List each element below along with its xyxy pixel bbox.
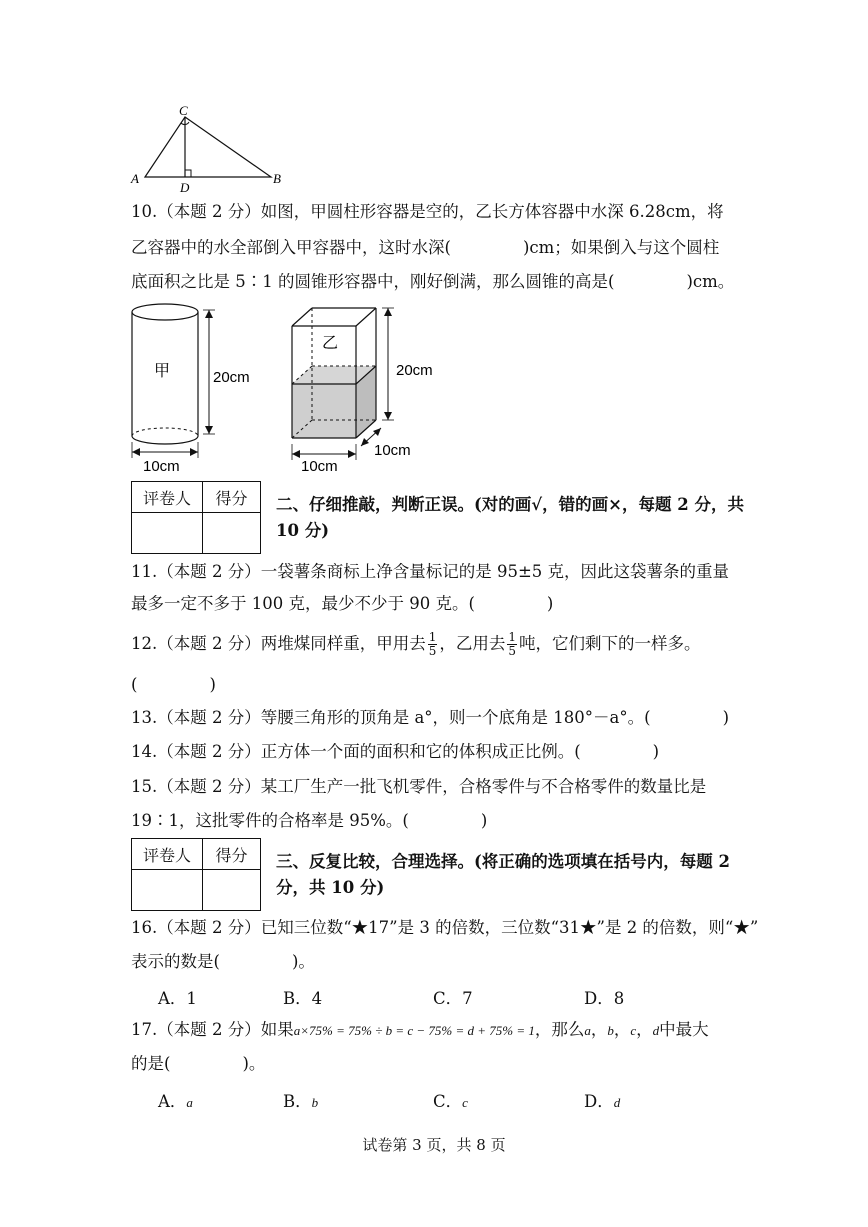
cuboid-container bbox=[292, 308, 394, 460]
q17-line2-b: )。 bbox=[242, 1054, 266, 1073]
q11-line1: 11.（本题 2 分）一袋薯条商标上净含量标记的是 95±5 克，因此这袋薯条的重量 bbox=[131, 562, 730, 581]
q10-line3 bbox=[131, 271, 734, 293]
q15-line1: 15.（本题 2 分）某工厂生产一批飞机零件，合格零件与不合格零件的数量比是 bbox=[131, 777, 707, 796]
q15-line2 bbox=[131, 810, 487, 832]
section3-title: 三、反复比较，合理选择。(将正确的选项填在括号内，每题 2 分，共 10 分) bbox=[276, 852, 731, 897]
page-footer: 试卷第 3 页，共 8 页 bbox=[362, 1136, 506, 1154]
grader-cell[interactable] bbox=[132, 870, 203, 911]
q13-text-b: ) bbox=[722, 708, 730, 727]
q14-line bbox=[131, 741, 659, 763]
q15-line2-b: ) bbox=[480, 811, 488, 830]
label-b: B bbox=[273, 171, 281, 186]
q16-line2-b: )。 bbox=[291, 952, 315, 971]
q17-option-a[interactable]: A．a bbox=[158, 1092, 193, 1111]
q12-paren-open: ( bbox=[131, 675, 138, 694]
q16-line1: 16.（本题 2 分）已知三位数“★17”是 3 的倍数，三位数“31★”是 2 的倍数，则“★” bbox=[131, 918, 759, 937]
q17-text-c: 中最大 bbox=[659, 1020, 709, 1039]
q13-text-a: 13.（本题 2 分）等腰三角形的顶角是 a°，则一个底角是 180°－a°。( bbox=[131, 708, 651, 727]
q16-option-b[interactable]: B．4 bbox=[283, 989, 323, 1008]
q16-option-c[interactable]: C．7 bbox=[433, 989, 473, 1008]
cylinder-container bbox=[132, 304, 215, 458]
q10-line3-b: )cm。 bbox=[686, 272, 735, 291]
containers-figure bbox=[125, 296, 455, 476]
label-c: C bbox=[179, 104, 188, 118]
score-table bbox=[131, 838, 261, 911]
score-header: 得分 bbox=[203, 839, 261, 870]
score-table bbox=[131, 481, 261, 554]
q12-text-c: 吨，它们剩下的一样多。 bbox=[519, 634, 701, 653]
q12-paren-close: ) bbox=[209, 675, 216, 694]
q15-line2-a: 19∶1，这批零件的合格率是 95%。( bbox=[131, 811, 409, 830]
q17-line1: 17.（本题 2 分）如果a×75% = 75% ÷ b = c − 75% = d + 75% = 1，那么a，b，c，d中最大 bbox=[131, 1020, 709, 1039]
q13-line bbox=[131, 707, 729, 729]
cuboid-label: 乙 bbox=[322, 333, 339, 352]
score-cell[interactable] bbox=[203, 870, 261, 911]
var-c: c bbox=[630, 1023, 637, 1038]
q17-text-a: 17.（本题 2 分）如果 bbox=[131, 1020, 294, 1039]
q14-text-b: ) bbox=[652, 742, 660, 761]
q16-line2-a: 表示的数是( bbox=[131, 952, 220, 971]
cylinder-height-label: 20cm bbox=[213, 369, 250, 386]
cuboid-height-label: 20cm bbox=[396, 362, 433, 379]
q12-text-a: 12.（本题 2 分）两堆煤同样重，甲用去 bbox=[131, 634, 426, 653]
right-triangle-figure bbox=[128, 104, 288, 194]
var-d: d bbox=[652, 1023, 660, 1038]
q17-option-c[interactable]: C．c bbox=[433, 1092, 468, 1111]
q17-formula: a×75% = 75% ÷ b = c − 75% = d + 75% = 1 bbox=[293, 1023, 535, 1038]
q11-line2-a: 最多一定不多于 100 克，最少不少于 90 克。( bbox=[131, 594, 475, 613]
cylinder-label: 甲 bbox=[154, 361, 171, 380]
q14-text-a: 14.（本题 2 分）正方体一个面的面积和它的体积成正比例。( bbox=[131, 742, 581, 761]
cuboid-width-label: 10cm bbox=[301, 458, 338, 475]
q10-line1: 10.（本题 2 分）如图，甲圆柱形容器是空的，乙长方体容器中水深 6.28cm，将 bbox=[131, 202, 724, 221]
grader-header: 评卷人 bbox=[132, 839, 203, 870]
q12-text-b: ，乙用去 bbox=[439, 634, 506, 653]
q17-line2 bbox=[131, 1053, 265, 1075]
q17-option-b[interactable]: B．b bbox=[283, 1092, 319, 1111]
q17-option-d[interactable]: D．d bbox=[584, 1092, 621, 1111]
label-d: D bbox=[180, 180, 190, 194]
q10-line2-b: )cm；如果倒入与这个圆柱 bbox=[522, 238, 720, 257]
label-a: A bbox=[131, 171, 139, 186]
q17-text-b: ，那么 bbox=[534, 1020, 585, 1039]
q16-line2 bbox=[131, 951, 315, 973]
fraction-one-fifth-ton: $\frac{1}{5}$ bbox=[508, 630, 517, 658]
var-a: a bbox=[584, 1023, 591, 1038]
q10-line2 bbox=[131, 237, 719, 259]
cylinder-width-label: 10cm bbox=[143, 458, 180, 475]
cuboid-depth-label: 10cm bbox=[374, 442, 411, 459]
grader-header: 评卷人 bbox=[132, 482, 203, 513]
q11-line2-b: ) bbox=[546, 594, 554, 613]
fraction-one-fifth: $\frac{1}{5}$ bbox=[428, 630, 437, 658]
section2-title: 二、仔细推敲，判断正误。(对的画√，错的画×，每题 2 分，共 10 分) bbox=[276, 495, 744, 540]
grader-cell[interactable] bbox=[132, 513, 203, 554]
q17-line2-a: 的是( bbox=[131, 1054, 171, 1073]
q12-line1 bbox=[131, 629, 701, 659]
q11-line2 bbox=[131, 593, 553, 615]
q12-line2 bbox=[131, 674, 216, 696]
q16-option-a[interactable]: A．1 bbox=[158, 989, 197, 1008]
var-b: b bbox=[607, 1023, 614, 1038]
score-header: 得分 bbox=[203, 482, 261, 513]
q10-line3-a: 底面积之比是 5∶1 的圆锥形容器中，刚好倒满，那么圆锥的高是( bbox=[131, 272, 615, 291]
score-cell[interactable] bbox=[203, 513, 261, 554]
q16-option-d[interactable]: D．8 bbox=[584, 989, 625, 1008]
q10-line2-a: 乙容器中的水全部倒入甲容器中，这时水深( bbox=[131, 238, 451, 257]
